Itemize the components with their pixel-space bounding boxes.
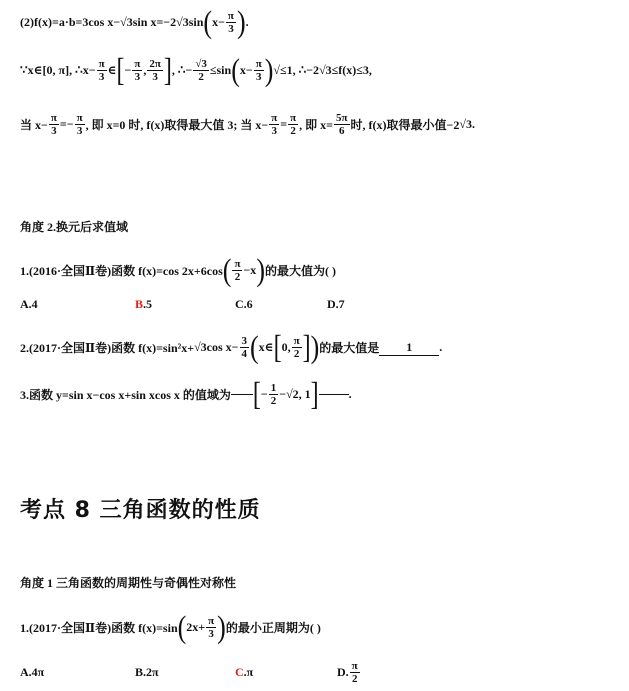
fraction [269, 112, 279, 137]
fraction [49, 112, 59, 137]
question-1-1 [20, 609, 321, 645]
text: x∈ [258, 340, 274, 354]
fraction [288, 112, 298, 137]
numerator: π [227, 10, 234, 22]
option-b [135, 297, 235, 312]
numerator: π [76, 112, 83, 124]
text: x− [212, 15, 225, 29]
option-c [235, 665, 337, 680]
text: . [348, 387, 352, 401]
denominator: 2 [351, 673, 358, 685]
text: ≤sin [209, 63, 232, 77]
text: , ∴− [171, 63, 193, 77]
text: √ 3sin [176, 15, 203, 30]
right-paren: ) [217, 609, 226, 645]
text: ∵x∈[0, π], ∴x− [20, 63, 96, 77]
text: − [279, 387, 287, 401]
right-bracket: ] [302, 329, 311, 366]
denominator: 3 [255, 71, 262, 83]
text: 3.函数 y=sin x−cos x+sin xcos x 的值域为 [20, 388, 231, 402]
denominator: 3 [51, 125, 57, 137]
text: √ 3sin x=−2 [120, 15, 176, 30]
text: , 即 x= [299, 118, 334, 132]
option-a: A.4 [20, 297, 38, 311]
fraction [334, 112, 350, 137]
left-paren: ( [177, 609, 187, 645]
heading-text: 角度 1 三角函数的周期性与奇偶性对称性 [20, 576, 237, 590]
text: . [439, 340, 443, 354]
option-d: D.7 [327, 297, 345, 311]
denominator: 2 [234, 271, 241, 283]
denominator: 2 [198, 71, 204, 83]
numerator: π [290, 112, 297, 124]
right-paren: ) [264, 52, 274, 88]
fraction [232, 258, 242, 283]
text: √ 3≤f(x)≤3, [319, 63, 372, 78]
denominator: 6 [339, 125, 345, 137]
fraction [147, 58, 163, 83]
question-1-1-options [20, 660, 361, 685]
text: x− [239, 63, 253, 77]
numerator: π [293, 335, 300, 347]
option-b-letter: B [135, 297, 144, 311]
denominator: 3 [228, 23, 234, 35]
text: 当 x− [20, 118, 48, 132]
heading-text: 角度 2.换元后求值域 [20, 220, 129, 234]
denominator: 2 [270, 395, 277, 407]
right-paren: ) [310, 329, 320, 365]
text: 的最大值是 [319, 341, 380, 355]
text: 的最大值为( ) [264, 264, 336, 278]
question-2-1 [20, 252, 336, 288]
text: 1.(2017·全国Ⅱ卷)函数 f(x)=sin [20, 621, 178, 635]
numerator: π [255, 58, 262, 70]
option-c: C.6 [235, 297, 253, 311]
numerator: 1 [270, 382, 277, 394]
text: ∈ [107, 63, 117, 77]
text: √ 3. [459, 117, 475, 132]
numerator: 3 [241, 335, 247, 347]
numerator: 2π [149, 58, 161, 70]
text: 的最小正周期为( ) [225, 621, 321, 635]
denominator: 4 [241, 348, 247, 360]
text: 时, f(x)取得最小值−2 [350, 118, 460, 132]
numerator: π [208, 615, 215, 627]
question-2-3 [20, 376, 352, 413]
text: =− [59, 117, 74, 131]
fraction [269, 382, 279, 407]
text: = [280, 117, 288, 131]
solution-line-3 [20, 112, 475, 137]
left-bracket: [ [116, 52, 125, 89]
text: , [143, 63, 147, 77]
numerator: π [271, 112, 278, 124]
text: . [245, 15, 249, 29]
denominator: 3 [76, 125, 83, 137]
option-c-value: .π [243, 665, 254, 679]
fraction [254, 58, 264, 83]
fraction [226, 10, 236, 35]
angle-1-heading [20, 574, 236, 591]
numerator: π [134, 58, 141, 70]
text: , 即 x=0 时, f(x)取得最大值 3; 当 x− [85, 118, 269, 132]
question-2-1-options [20, 297, 345, 312]
denominator: 2 [293, 348, 300, 360]
text: √ 2, 1 [286, 387, 311, 402]
left-paren: ( [222, 252, 232, 288]
option-b: B.2π [135, 665, 159, 679]
question-2-2 [20, 329, 443, 366]
denominator: 3 [152, 71, 158, 83]
left-bracket: [ [252, 376, 261, 413]
text: − [124, 63, 132, 77]
fraction [292, 335, 302, 360]
left-bracket: [ [273, 329, 282, 366]
left-paren: ( [250, 329, 259, 365]
answer-blank: 1 [379, 340, 439, 356]
numerator: √ 3 [193, 58, 209, 71]
fraction [350, 660, 360, 685]
text: 2.(2017·全国Ⅱ卷)函数 f(x)=sin²x+ [20, 341, 195, 355]
right-paren: ) [236, 4, 246, 40]
left-paren: ( [203, 4, 213, 40]
section-title: 考点 8 三角函数的性质 [20, 498, 261, 523]
numerator: π [98, 58, 105, 70]
option-c-letter: C [235, 665, 244, 679]
numerator: π [351, 660, 358, 672]
fraction [240, 335, 250, 360]
solution-line-2 [20, 52, 372, 89]
numerator: π [234, 258, 241, 270]
fraction [132, 58, 142, 83]
option-b-value: .5 [143, 297, 153, 311]
answer-blank-right [319, 394, 349, 395]
text: 1.(2016·全国Ⅱ卷)函数 f(x)=cos 2x+6cos [20, 264, 223, 278]
option-a: A.4π [20, 665, 45, 679]
denominator: 2 [290, 125, 296, 137]
fraction [193, 58, 209, 83]
right-paren: ) [256, 252, 265, 288]
option-d [337, 660, 361, 685]
option-d-label: D. [337, 665, 349, 679]
right-bracket: ] [163, 52, 172, 89]
fraction [206, 615, 216, 640]
text: √ 3cos x− [194, 340, 238, 355]
text: 0, [281, 340, 291, 354]
numerator: 5π [336, 112, 348, 124]
angle-2-heading [20, 218, 128, 235]
denominator: 3 [208, 628, 214, 640]
text: (2)f(x)=a·b=3cos x− [20, 15, 121, 29]
denominator: 3 [98, 71, 105, 83]
left-paren: ( [231, 52, 240, 88]
denominator: 3 [271, 125, 278, 137]
text: √ ≤1, ∴−2 [273, 63, 319, 78]
fraction [75, 112, 85, 137]
text: 2x+ [186, 620, 206, 634]
numerator: π [50, 112, 57, 124]
answer-blank-left [231, 394, 253, 395]
text: − [260, 387, 268, 401]
text: −x [243, 263, 257, 277]
right-bracket: ] [310, 376, 319, 413]
fraction [97, 58, 107, 83]
denominator: 3 [134, 71, 141, 83]
solution-line-1 [20, 4, 249, 40]
